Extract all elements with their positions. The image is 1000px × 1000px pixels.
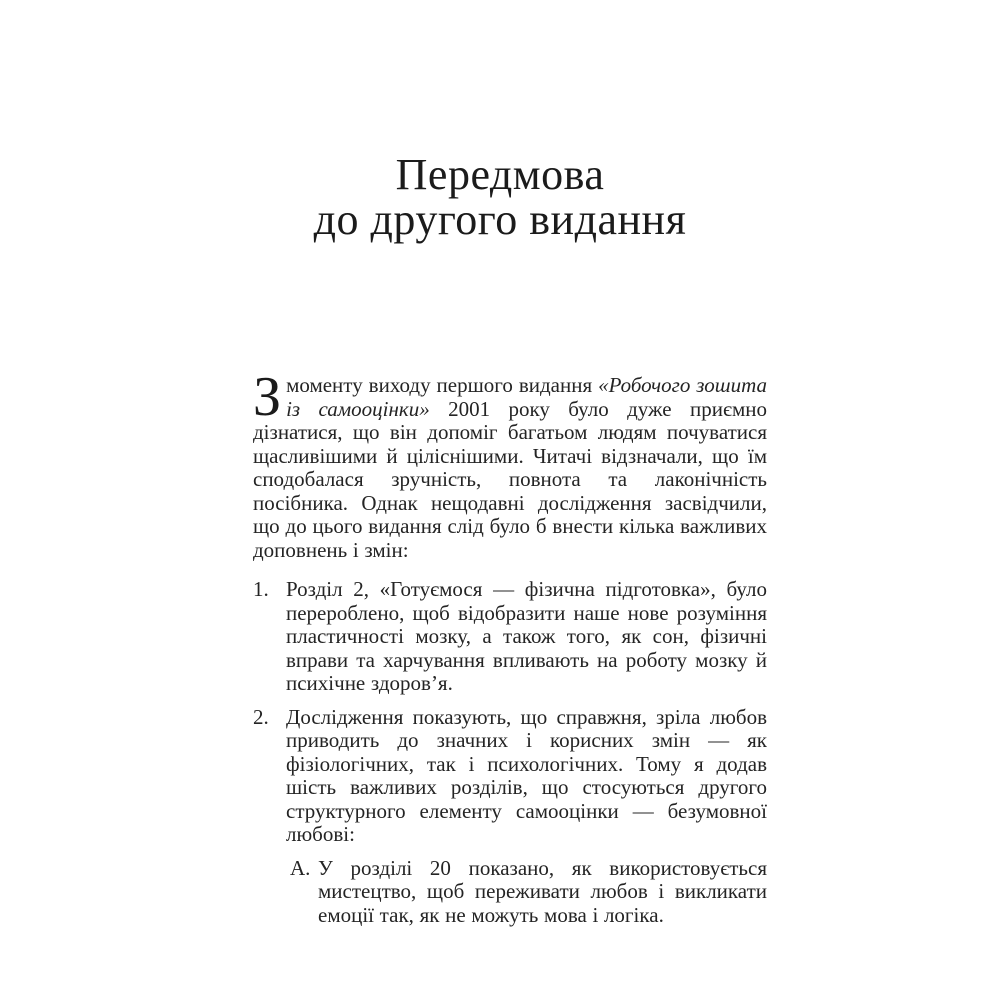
list-item-2-number: 2. xyxy=(253,704,269,729)
page-title-line-1: Передмова xyxy=(395,150,605,199)
intro-text-after-title: 2001 року було дуже приємно дізнатися, що він допоміг багатьом людям почуватися щасливішими й ціліснішими. Читачі відзначали, що їм сподобалася зручність, повнота та лаконічність посібника. Однак нещодавні дослідження засвідчили, що до цього видання слід було б внести кілька важливих доповнень і змін: xyxy=(253,396,767,562)
book-title-italic: «Робочого зошита із самооцінки» xyxy=(286,373,767,421)
list-item-2 xyxy=(253,706,767,847)
intro-paragraph xyxy=(253,366,767,562)
body-text-column xyxy=(253,366,767,927)
page-title xyxy=(0,152,1000,242)
intro-text-before-title: моменту виходу першого видання xyxy=(286,373,599,397)
list-item-2-text: Дослідження показують, що справжня, зріла любов приводить до значних і корисних змін — як фізіологічних, так і психологічних. Тому я додав шість важливих розділів, що стосуються другого структурного елементу самооцінки — безумовної любові: xyxy=(286,704,767,846)
sub-item-a-text: У розділі 20 показано, як використовується мистецтво, щоб переживати любов і викликати емоції так, як не можуть мова і логіка. xyxy=(318,855,767,927)
list-item-1-text: Розділ 2, «Готуємося — фізична підготовка», було перероблено, щоб відобразити наше нове розуміння пластичності мозку, а також того, як сон, фізичні вправи та харчування впливають на роботу мозку й психічне здоров’я. xyxy=(286,577,767,695)
page-title-line-2: до другого видання xyxy=(313,195,687,244)
sub-item-a-letter: А. xyxy=(290,855,311,880)
drop-cap: З xyxy=(253,366,282,428)
list-item-1-number: 1. xyxy=(253,577,269,601)
sub-item-a xyxy=(290,857,767,928)
list-item-1 xyxy=(253,578,767,696)
